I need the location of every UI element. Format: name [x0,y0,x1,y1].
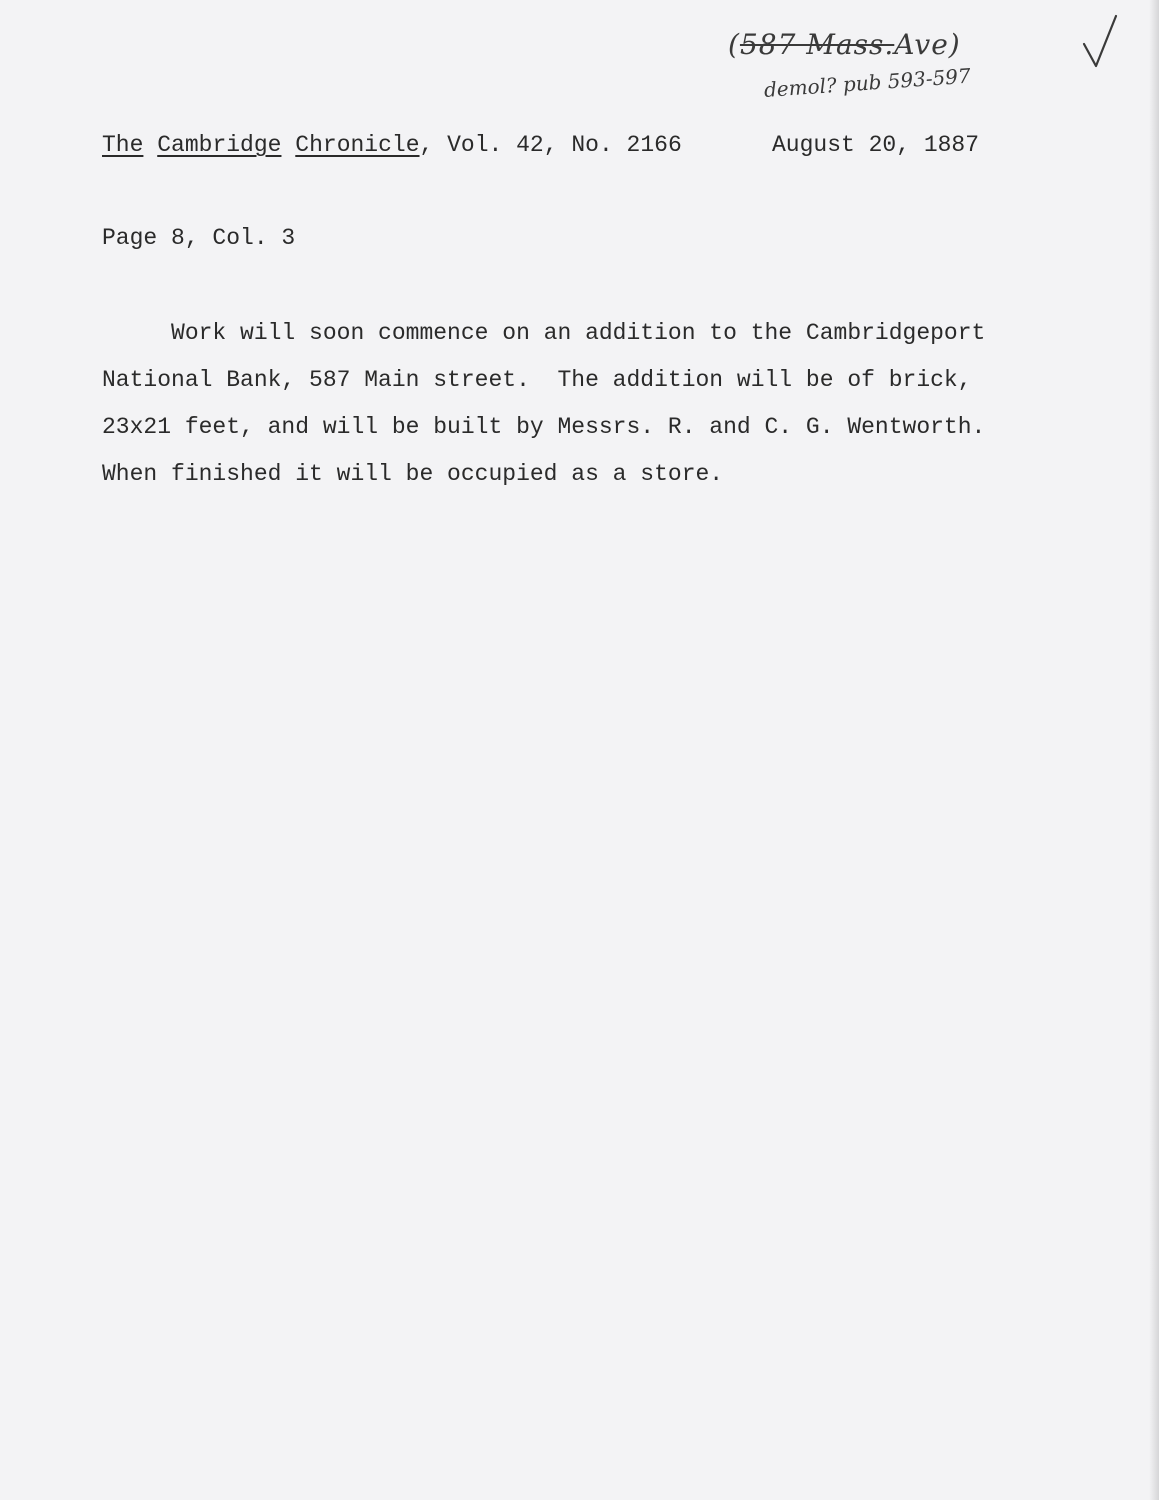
body-line: Work will soon commence on an addition to the Cambridgeport [102,320,986,346]
publication-title-word-1: The [102,132,144,158]
article-body [102,318,1042,506]
body-line: 23x21 feet, and will be built by Messrs. R. and C. G. Wentworth. [102,414,986,440]
body-line: National Bank, 587 Main street. The addition will be of brick, [102,367,972,393]
publication-title-word-3: Chronicle [295,132,420,158]
publication-date: August 20, 1887 [772,132,980,158]
paren-close: ) [948,28,961,61]
body-line: When finished it will be occupied as a store. [102,461,724,487]
volume-number: , Vol. 42, No. 2166 [419,132,682,158]
page-column-reference: Page 8, Col. 3 [102,225,296,251]
paren-open: ( [728,28,740,61]
page-edge-shadow [1149,0,1159,1500]
publication-title-word-2: Cambridge [157,132,282,158]
handwritten-address-annotation [728,28,961,61]
address-rest: Ave [894,28,949,61]
checkmark-icon [1080,14,1120,70]
handwritten-demolition-note: demol? pub 593-597 [763,63,972,102]
struck-address: 587 Mass. [739,28,895,61]
